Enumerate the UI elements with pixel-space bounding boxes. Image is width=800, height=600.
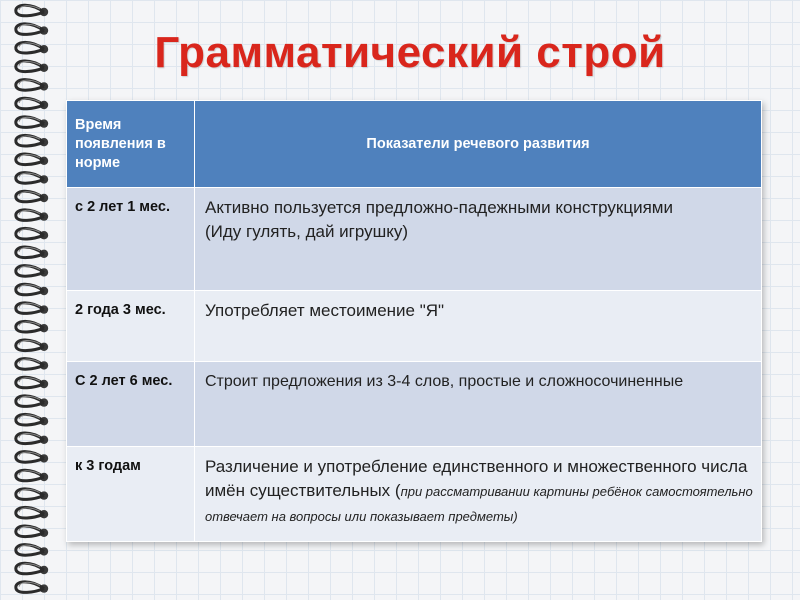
spiral-ring-icon: [16, 5, 48, 16]
table-row: [67, 447, 762, 542]
spiral-ring-icon: [16, 135, 48, 146]
spiral-ring-icon: [16, 42, 48, 53]
spiral-ring-icon: [16, 117, 48, 128]
row-time: 2 года 3 мес.: [67, 291, 195, 362]
row-time: с 2 лет 1 мес.: [67, 188, 195, 291]
spiral-ring-icon: [16, 507, 48, 518]
spiral-ring-icon: [16, 247, 48, 258]
spiral-ring-icon: [16, 173, 48, 184]
spiral-ring-icon: [16, 24, 48, 35]
table-row: [67, 291, 762, 362]
spiral-ring-icon: [16, 470, 48, 481]
table-row: [67, 362, 762, 447]
spiral-binding-icon: [0, 0, 62, 600]
table-header-row: [67, 101, 762, 188]
row-indicator-text: Активно пользуется предложно-падежными конструкциями: [205, 198, 673, 217]
spiral-ring-icon: [16, 98, 48, 109]
header-indicators: Показатели речевого развития: [195, 101, 762, 188]
spiral-ring-icon: [16, 228, 48, 239]
spiral-ring-icon: [16, 340, 48, 351]
spiral-ring-icon: [16, 526, 48, 537]
row-indicator: Строит предложения из 3-4 слов, простые и сложносочиненные: [195, 362, 762, 447]
speech-development-table: [66, 100, 762, 542]
spiral-ring-icon: [16, 582, 48, 593]
spiral-ring-icon: [16, 154, 48, 165]
spiral-ring-icon: [16, 284, 48, 295]
spiral-ring-icon: [16, 80, 48, 91]
row-time: к 3 годам: [67, 447, 195, 542]
row-indicator-example: (Иду гулять, дай игрушку): [205, 222, 409, 241]
row-indicator-note: при рассматривании картины ребёнок самостоятельно отвечает на вопросы или показывает предметы): [205, 484, 753, 524]
row-indicator: [195, 447, 762, 542]
row-indicator-text: Различение и употребление единственного и множественного числа имён существительных (: [205, 457, 748, 500]
row-indicator: Употребляет местоимение "Я": [195, 291, 762, 362]
spiral-ring-icon: [16, 303, 48, 314]
spiral-ring-icon: [16, 545, 48, 556]
table-row: [67, 188, 762, 291]
spiral-ring-icon: [16, 359, 48, 370]
spiral-ring-icon: [16, 266, 48, 277]
row-time: С 2 лет 6 мес.: [67, 362, 195, 447]
spiral-ring-icon: [16, 414, 48, 425]
spiral-ring-icon: [16, 321, 48, 332]
spiral-ring-icon: [16, 191, 48, 202]
spiral-ring-icon: [16, 563, 48, 574]
spiral-ring-icon: [16, 61, 48, 72]
spiral-ring-icon: [16, 433, 48, 444]
row-indicator: [195, 188, 762, 291]
header-time: Время появления в норме: [67, 101, 195, 188]
page-title: Грамматический строй: [154, 28, 666, 77]
spiral-ring-icon: [16, 489, 48, 500]
spiral-ring-icon: [16, 452, 48, 463]
spiral-ring-icon: [16, 396, 48, 407]
spiral-ring-icon: [16, 210, 48, 221]
spiral-ring-icon: [16, 377, 48, 388]
